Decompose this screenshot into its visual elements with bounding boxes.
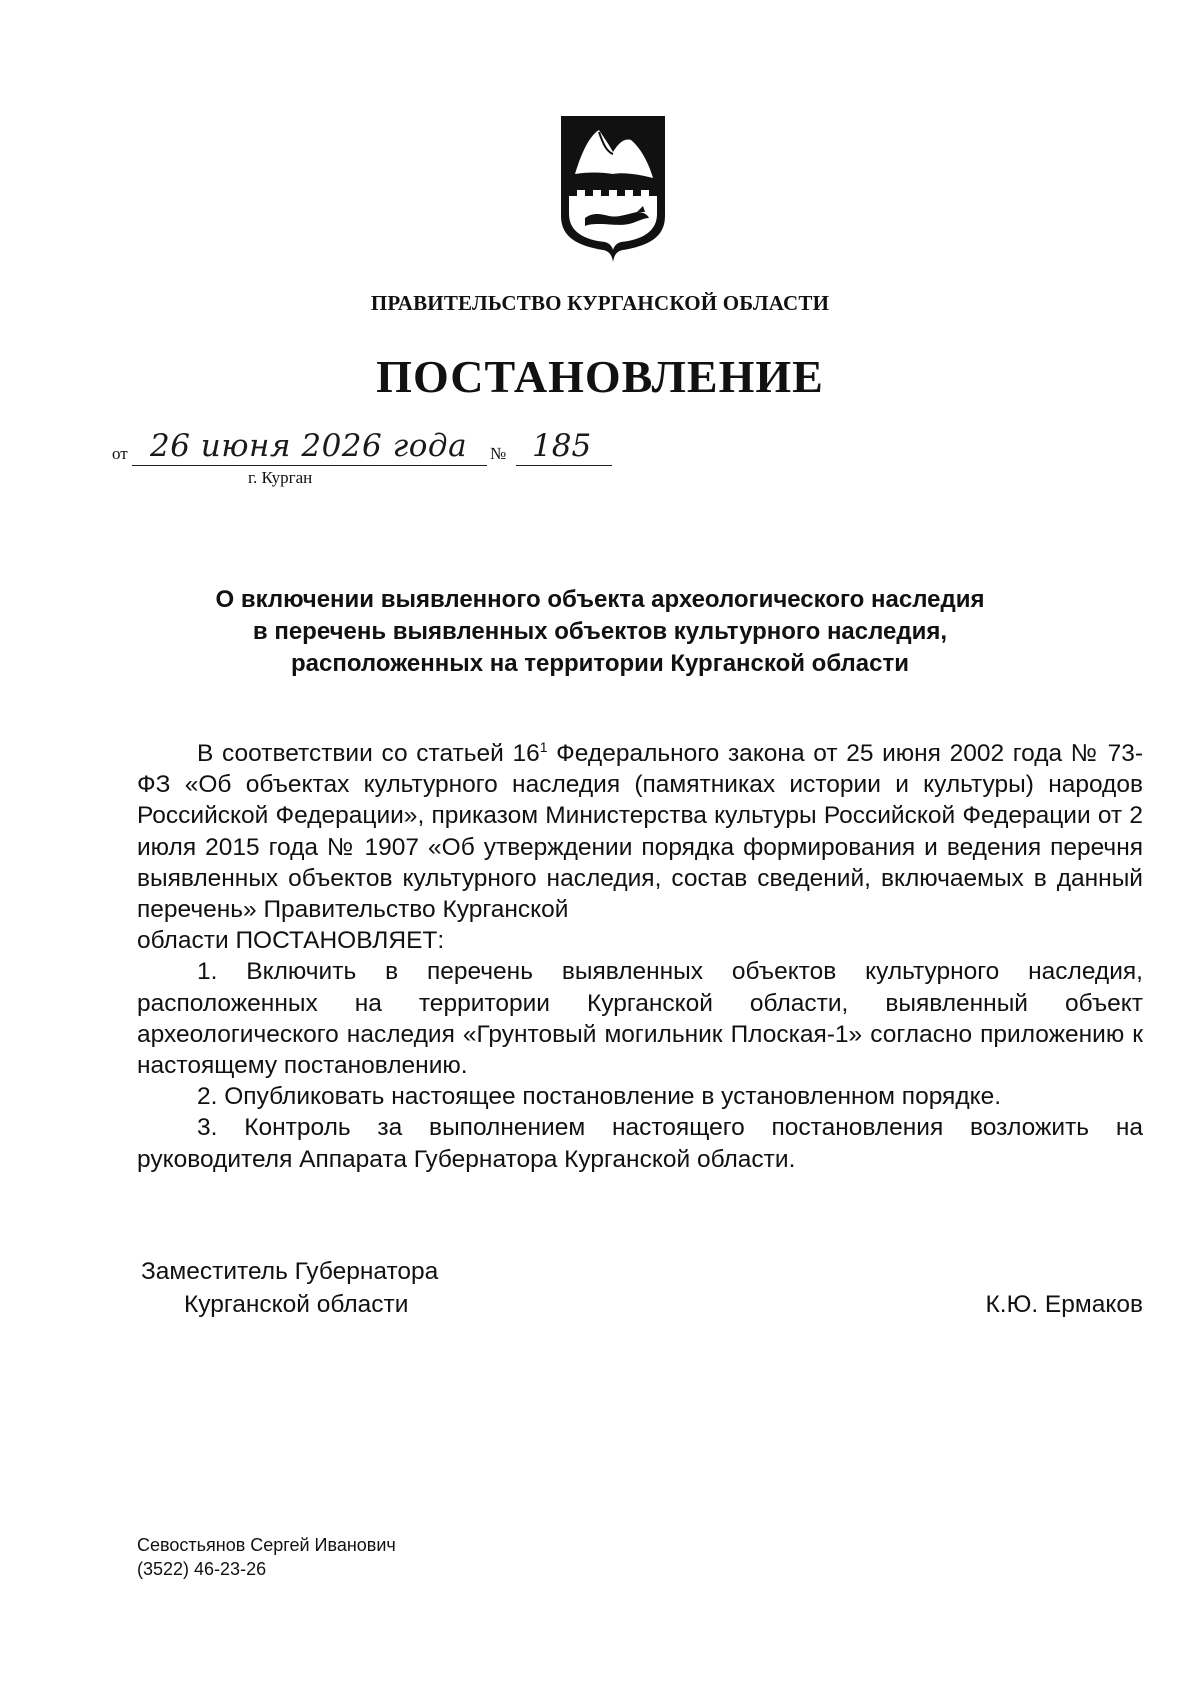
preamble-text-start: В соответствии со статьей 16 — [197, 740, 540, 767]
number-underline — [516, 465, 612, 466]
city: г. Курган — [248, 468, 313, 487]
date-underline — [132, 465, 487, 466]
preamble-last-line: области ПОСТАНОВЛЯЕТ: — [137, 927, 445, 955]
signatory-position-region: Курганской области — [184, 1291, 409, 1318]
resolution-item: 3. Контроль за выполнением настоящего постановления возложить на руководителя Аппарата Губернатора Курганской области. — [137, 1114, 1143, 1173]
resolution-item: 2. Опубликовать настоящее постановление в установленном порядке. — [197, 1083, 1002, 1111]
executor-phone: (3522) 46-23-26 — [137, 1559, 267, 1579]
signature-block — [0, 1255, 1200, 1335]
preamble-text-rest: Федерального закона от 25 июня 2002 года № 73-ФЗ «Об объектах культурного наследия (памятниках истории и культуры) народов Российской Федерации», приказом Министерства культуры Российской Федерации от 2 июля 2015 года № 1907 «Об утверждении порядка формирования и ведения перечня выявленных объектов культурного наследия, состав сведений, включаемых в данный перечень» Правительство Курганской — [137, 740, 1143, 924]
handwritten-number: 185 — [532, 428, 592, 464]
document-title — [140, 584, 1060, 680]
title-line: расположенных на территории Курганской области — [291, 650, 909, 677]
signatory-name: К.Ю. Ермаков — [985, 1291, 1143, 1318]
preamble-paragraph — [137, 738, 1143, 925]
number-label: № — [490, 444, 507, 463]
executor-name: Севостьянов Сергей Иванович — [137, 1535, 396, 1555]
date-from-label: от — [112, 444, 128, 463]
resolution-item: 1. Включить в перечень выявленных объектов культурного наследия, расположенных на территории Курганской области, выявленный объект археологического наследия «Грунтовый могильник Плоская-1» согласно приложению к настоящему постановлению. — [137, 958, 1143, 1080]
signatory-position: Заместитель Губернатора — [141, 1258, 439, 1285]
handwritten-date: 26 июня 2026 года — [150, 428, 468, 464]
title-line: О включении выявленного объекта археологического наследия — [215, 586, 985, 613]
dateline — [112, 430, 612, 490]
coat-of-arms-icon — [557, 114, 669, 264]
document-type: ПОСТАНОВЛЕНИЕ — [376, 351, 824, 402]
document-body — [137, 738, 1143, 1175]
executor-block — [137, 1533, 396, 1581]
superscript: 1 — [539, 738, 548, 755]
government-name: ПРАВИТЕЛЬСТВО КУРГАНСКОЙ ОБЛАСТИ — [370, 291, 830, 315]
title-line: в перечень выявленных объектов культурного наследия, — [252, 618, 948, 645]
